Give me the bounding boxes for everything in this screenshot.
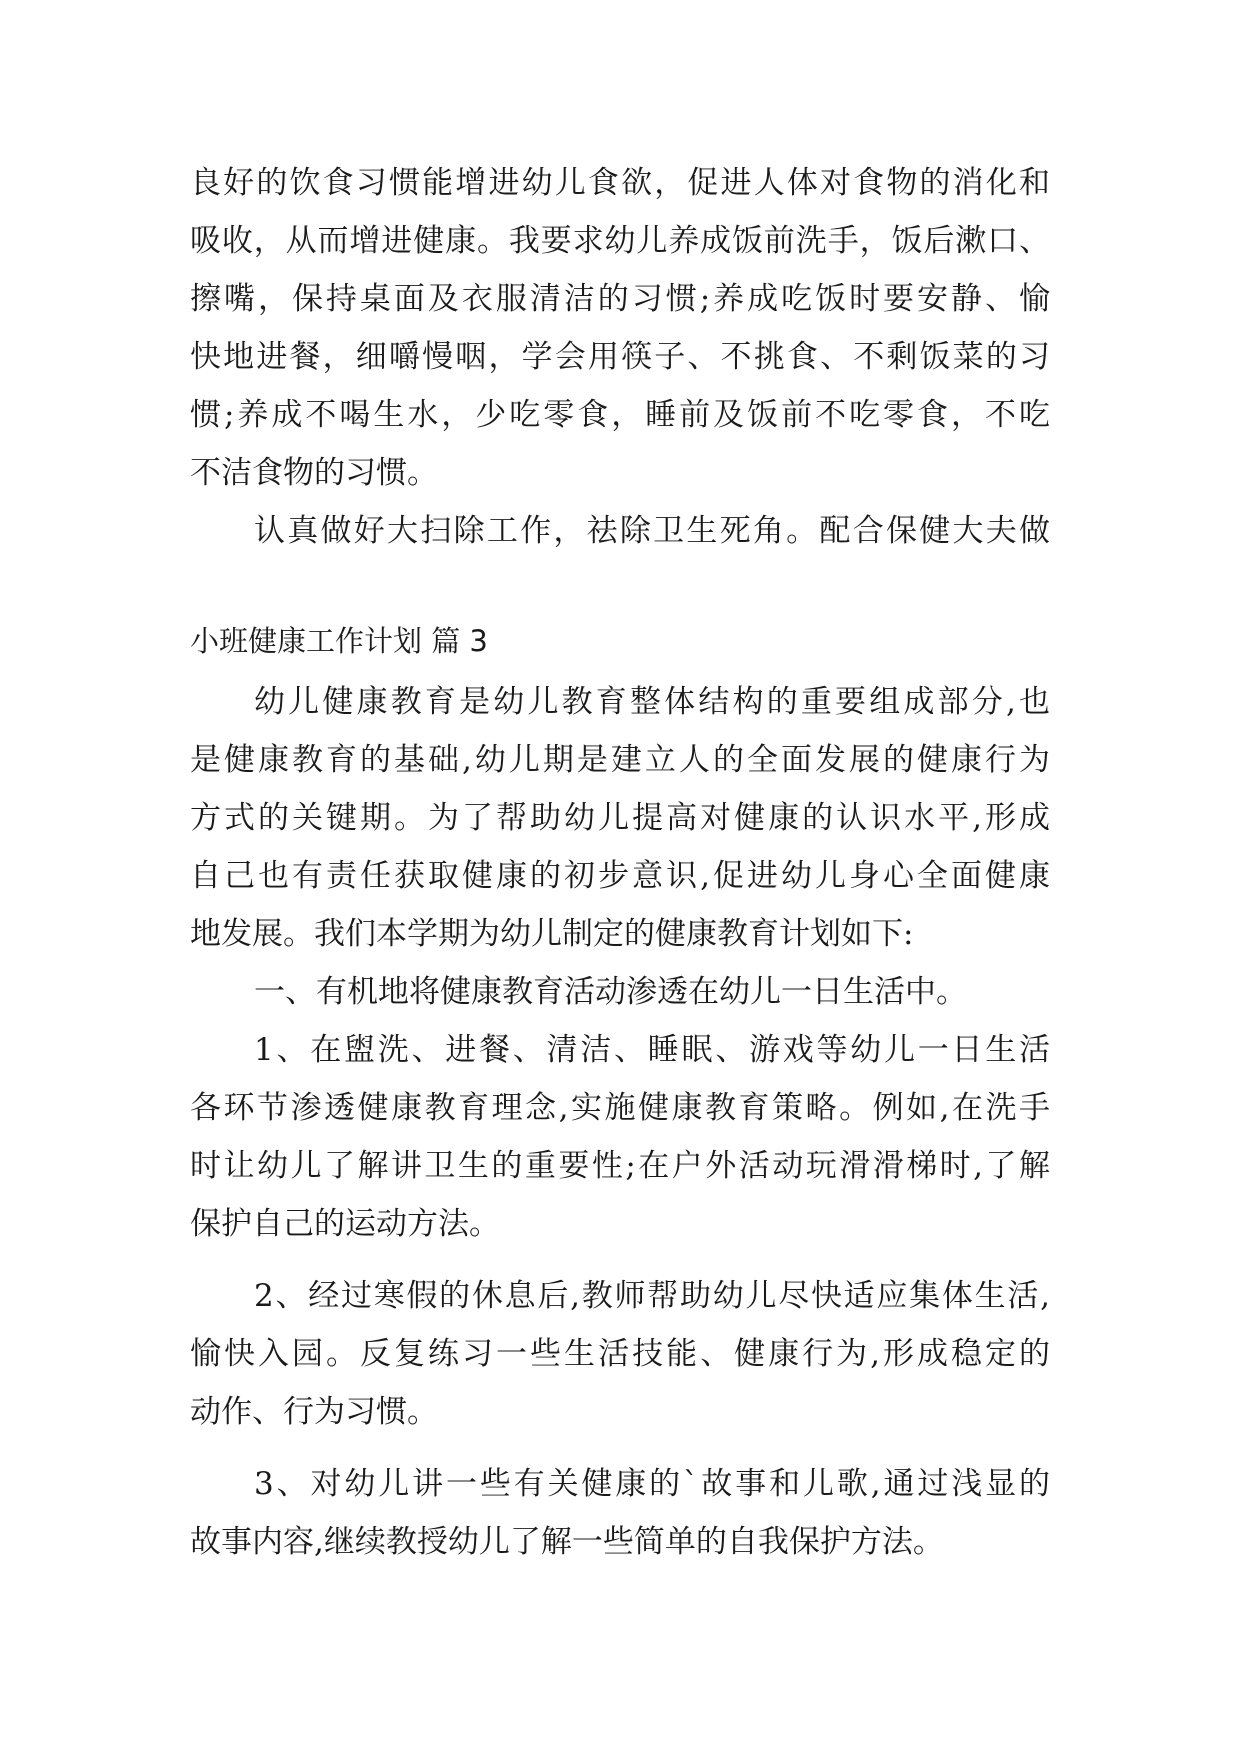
paragraph-line: 擦嘴，保持桌面及衣服清洁的习惯;养成吃饭时要安静、愉	[190, 281, 1050, 317]
paragraph-line: 愉快入园。反复练习一些生活技能、健康行为,形成稳定的	[190, 1336, 1050, 1372]
paragraph-line: 时让幼儿了解讲卫生的重要性;在户外活动玩滑滑梯时,了解	[190, 1148, 1050, 1184]
paragraph-line: 是健康教育的基础,幼儿期是建立人的全面发展的健康行为	[190, 742, 1050, 778]
paragraph-line: 幼儿健康教育是幼儿教育整体结构的重要组成部分,也	[254, 684, 1050, 720]
paragraph-line: 2、经过寒假的休息后,教师帮助幼儿尽快适应集体生活,	[254, 1278, 1050, 1314]
paragraph-line: 自己也有责任获取健康的初步意识,促进幼儿身心全面健康	[190, 858, 1050, 894]
paragraph-line: 地发展。我们本学期为幼儿制定的健康教育计划如下:	[190, 916, 914, 952]
paragraph-line: 保护自己的运动方法。	[190, 1206, 500, 1242]
section-heading: 小班健康工作计划 篇 3	[190, 624, 488, 658]
paragraph-line: 惯;养成不喝生水，少吃零食，睡前及饭前不吃零食，不吃	[190, 397, 1050, 433]
paragraph-line: 1、在盥洗、进餐、清洁、睡眠、游戏等幼儿一日生活	[254, 1032, 1050, 1068]
paragraph-line: 方式的关键期。为了帮助幼儿提高对健康的认识水平,形成	[190, 800, 1050, 836]
paragraph-line: 良好的饮食习惯能增进幼儿食欲，促进人体对食物的消化和	[190, 165, 1050, 201]
paragraph-line: 3、对幼儿讲一些有关健康的`故事和儿歌,通过浅显的	[254, 1466, 1050, 1502]
paragraph-line: 快地进餐，细嚼慢咽，学会用筷子、不挑食、不剩饭菜的习	[190, 339, 1050, 375]
paragraph-line: 吸收，从而增进健康。我要求幼儿养成饭前洗手，饭后漱口、	[190, 223, 1050, 259]
paragraph-line: 各环节渗透健康教育理念,实施健康教育策略。例如,在洗手	[190, 1090, 1050, 1126]
paragraph-line: 认真做好大扫除工作，祛除卫生死角。配合保健大夫做	[254, 513, 1050, 549]
paragraph-line: 动作、行为习惯。	[190, 1394, 438, 1430]
paragraph-line: 不洁食物的习惯。	[190, 455, 438, 491]
paragraph-line: 故事内容,继续教授幼儿了解一些简单的自我保护方法。	[190, 1524, 944, 1560]
paragraph-line: 一、有机地将健康教育活动渗透在幼儿一日生活中。	[254, 974, 967, 1010]
